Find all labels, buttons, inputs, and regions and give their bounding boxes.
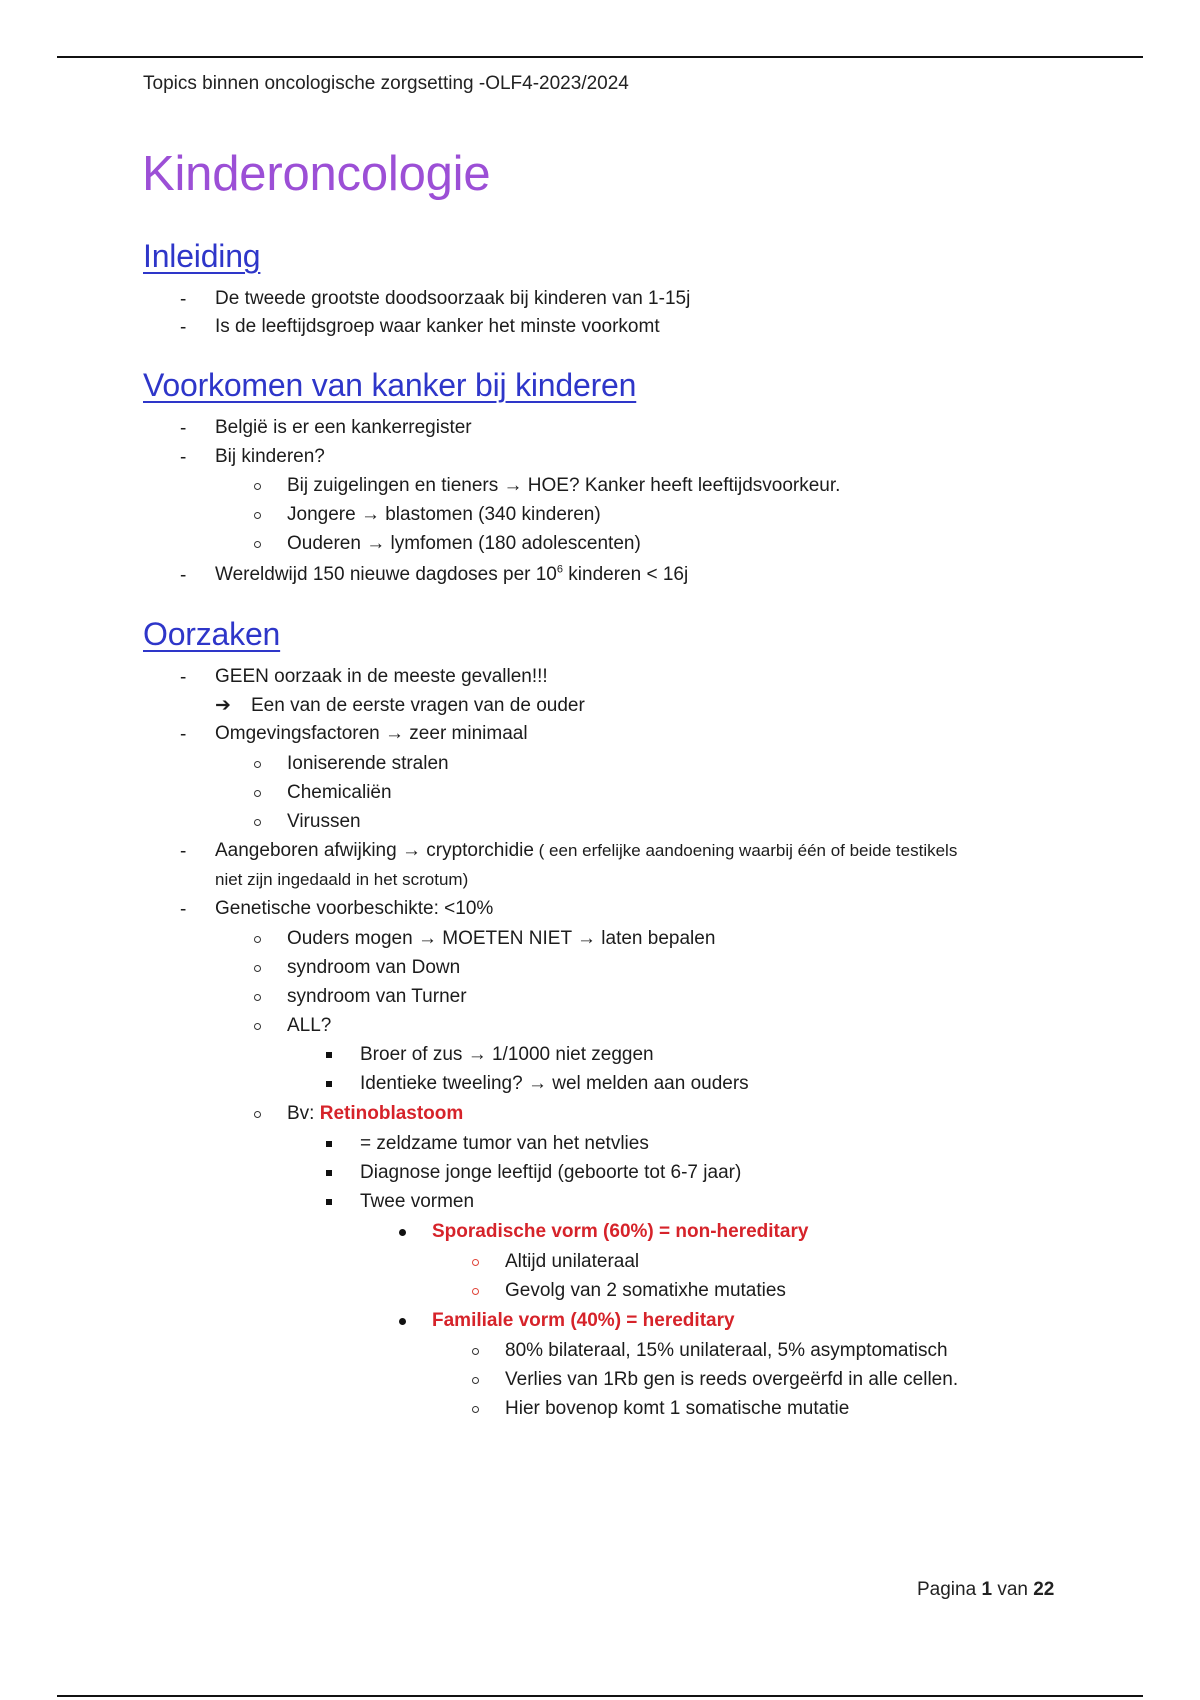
list-item: Gevolg van 2 somatixhe mutaties bbox=[505, 1280, 786, 1301]
item-text: Wereldwijd 150 nieuwe dagdoses per 10 bbox=[215, 564, 557, 585]
footer-rule bbox=[57, 1695, 1143, 1697]
page-title: Kinderoncologie bbox=[142, 147, 491, 201]
list-item: Jongere → blastomen (340 kinderen) bbox=[287, 504, 601, 525]
list-item: Identieke tweeling? → wel melden aan ouders bbox=[360, 1073, 749, 1094]
list-item: GEEN oorzaak in de meeste gevallen!!! bbox=[215, 666, 548, 687]
list-item bbox=[215, 565, 688, 584]
circle-bullet bbox=[254, 541, 261, 548]
list-item: Bij kinderen? bbox=[215, 446, 325, 467]
circle-bullet bbox=[254, 483, 261, 490]
circle-bullet bbox=[254, 994, 261, 1001]
item-text: kinderen < 16j bbox=[563, 564, 689, 585]
list-item: De tweede grootste doodsoorzaak bij kinderen van 1-15j bbox=[215, 288, 691, 309]
circle-bullet bbox=[472, 1406, 479, 1413]
list-item: Ouderen → lymfomen (180 adolescenten) bbox=[287, 533, 641, 554]
square-bullet bbox=[326, 1141, 332, 1147]
item-text: Aangeboren afwijking → cryptorchidie bbox=[215, 840, 534, 861]
square-bullet bbox=[326, 1170, 332, 1176]
section-heading-oorzaken: Oorzaken bbox=[143, 616, 281, 652]
list-item bbox=[215, 841, 957, 860]
circle-bullet bbox=[254, 761, 261, 768]
circle-bullet bbox=[254, 936, 261, 943]
list-item: 80% bilateraal, 15% unilateraal, 5% asymptomatisch bbox=[505, 1340, 948, 1361]
dash-bullet: - bbox=[180, 841, 187, 862]
circle-bullet bbox=[254, 965, 261, 972]
arrow-icon: ➔ bbox=[215, 695, 231, 716]
circle-bullet bbox=[254, 1023, 261, 1030]
page-of: van bbox=[997, 1579, 1028, 1600]
list-item: Omgevingsfactoren → zeer minimaal bbox=[215, 723, 528, 744]
list-item: syndroom van Turner bbox=[287, 986, 467, 1007]
item-text: Bv: bbox=[287, 1103, 320, 1124]
dash-bullet: - bbox=[180, 724, 187, 745]
list-item: ALL? bbox=[287, 1015, 332, 1036]
list-item: Verlies van 1Rb gen is reeds overgeërfd in alle cellen. bbox=[505, 1369, 959, 1390]
section-heading-inleiding: Inleiding bbox=[143, 238, 261, 274]
circle-bullet bbox=[472, 1288, 479, 1295]
dash-bullet: - bbox=[180, 418, 187, 439]
list-item: Twee vormen bbox=[360, 1191, 475, 1212]
list-item: Chemicaliën bbox=[287, 782, 392, 803]
list-item: Virussen bbox=[287, 811, 361, 832]
page-number bbox=[917, 1579, 1054, 1601]
list-item: Altijd unilateraal bbox=[505, 1251, 640, 1272]
square-bullet bbox=[326, 1199, 332, 1205]
dash-bullet: - bbox=[180, 317, 187, 338]
list-item: België is er een kankerregister bbox=[215, 417, 472, 438]
list-item: Ouders mogen → MOETEN NIET → laten bepalen bbox=[287, 928, 716, 949]
list-item: syndroom van Down bbox=[287, 957, 461, 978]
dash-bullet: - bbox=[180, 667, 187, 688]
list-item: Sporadische vorm (60%) = non-hereditary bbox=[432, 1221, 809, 1242]
square-bullet bbox=[326, 1081, 332, 1087]
current-page: 1 bbox=[981, 1579, 993, 1600]
circle-bullet bbox=[254, 819, 261, 826]
section-heading-voorkomen: Voorkomen van kanker bij kinderen bbox=[143, 367, 637, 403]
circle-bullet bbox=[472, 1377, 479, 1384]
dash-bullet: - bbox=[180, 289, 187, 310]
list-item: Hier bovenop komt 1 somatische mutatie bbox=[505, 1398, 850, 1419]
circle-bullet bbox=[254, 1111, 261, 1118]
list-item: Bij zuigelingen en tieners → HOE? Kanker heeft leeftijdsvoorkeur. bbox=[287, 475, 841, 496]
circle-bullet bbox=[472, 1259, 479, 1266]
list-item: Diagnose jonge leeftijd (geboorte tot 6-7 jaar) bbox=[360, 1162, 742, 1183]
dash-bullet: - bbox=[180, 899, 187, 920]
page-label: Pagina bbox=[917, 1579, 977, 1600]
list-item: Genetische voorbeschikte: <10% bbox=[215, 898, 494, 919]
running-header: Topics binnen oncologische zorgsetting -OLF4-2023/2024 bbox=[143, 73, 629, 94]
total-pages: 22 bbox=[1033, 1579, 1055, 1600]
list-item: Familiale vorm (40%) = hereditary bbox=[432, 1310, 735, 1331]
dot-bullet bbox=[399, 1229, 406, 1236]
dot-bullet bbox=[399, 1318, 406, 1325]
item-note-continued: niet zijn ingedaald in het scrotum) bbox=[215, 870, 469, 889]
circle-bullet bbox=[254, 790, 261, 797]
dash-bullet: - bbox=[180, 447, 187, 468]
square-bullet bbox=[326, 1052, 332, 1058]
highlight-term: Retinoblastoom bbox=[319, 1103, 464, 1124]
list-item: Een van de eerste vragen van de ouder bbox=[251, 695, 585, 716]
item-note: ( een erfelijke aandoening waarbij één of beide testikels bbox=[533, 841, 958, 860]
header-rule bbox=[57, 56, 1143, 58]
list-item: Ioniserende stralen bbox=[287, 753, 449, 774]
list-item: Broer of zus → 1/1000 niet zeggen bbox=[360, 1044, 654, 1065]
list-item bbox=[287, 1104, 463, 1123]
circle-bullet bbox=[472, 1348, 479, 1355]
list-item: = zeldzame tumor van het netvlies bbox=[360, 1133, 649, 1154]
list-item: Is de leeftijdsgroep waar kanker het minste voorkomt bbox=[215, 316, 660, 337]
dash-bullet: - bbox=[180, 565, 187, 586]
circle-bullet bbox=[254, 512, 261, 519]
superscript-exponent: 6 bbox=[556, 563, 563, 576]
